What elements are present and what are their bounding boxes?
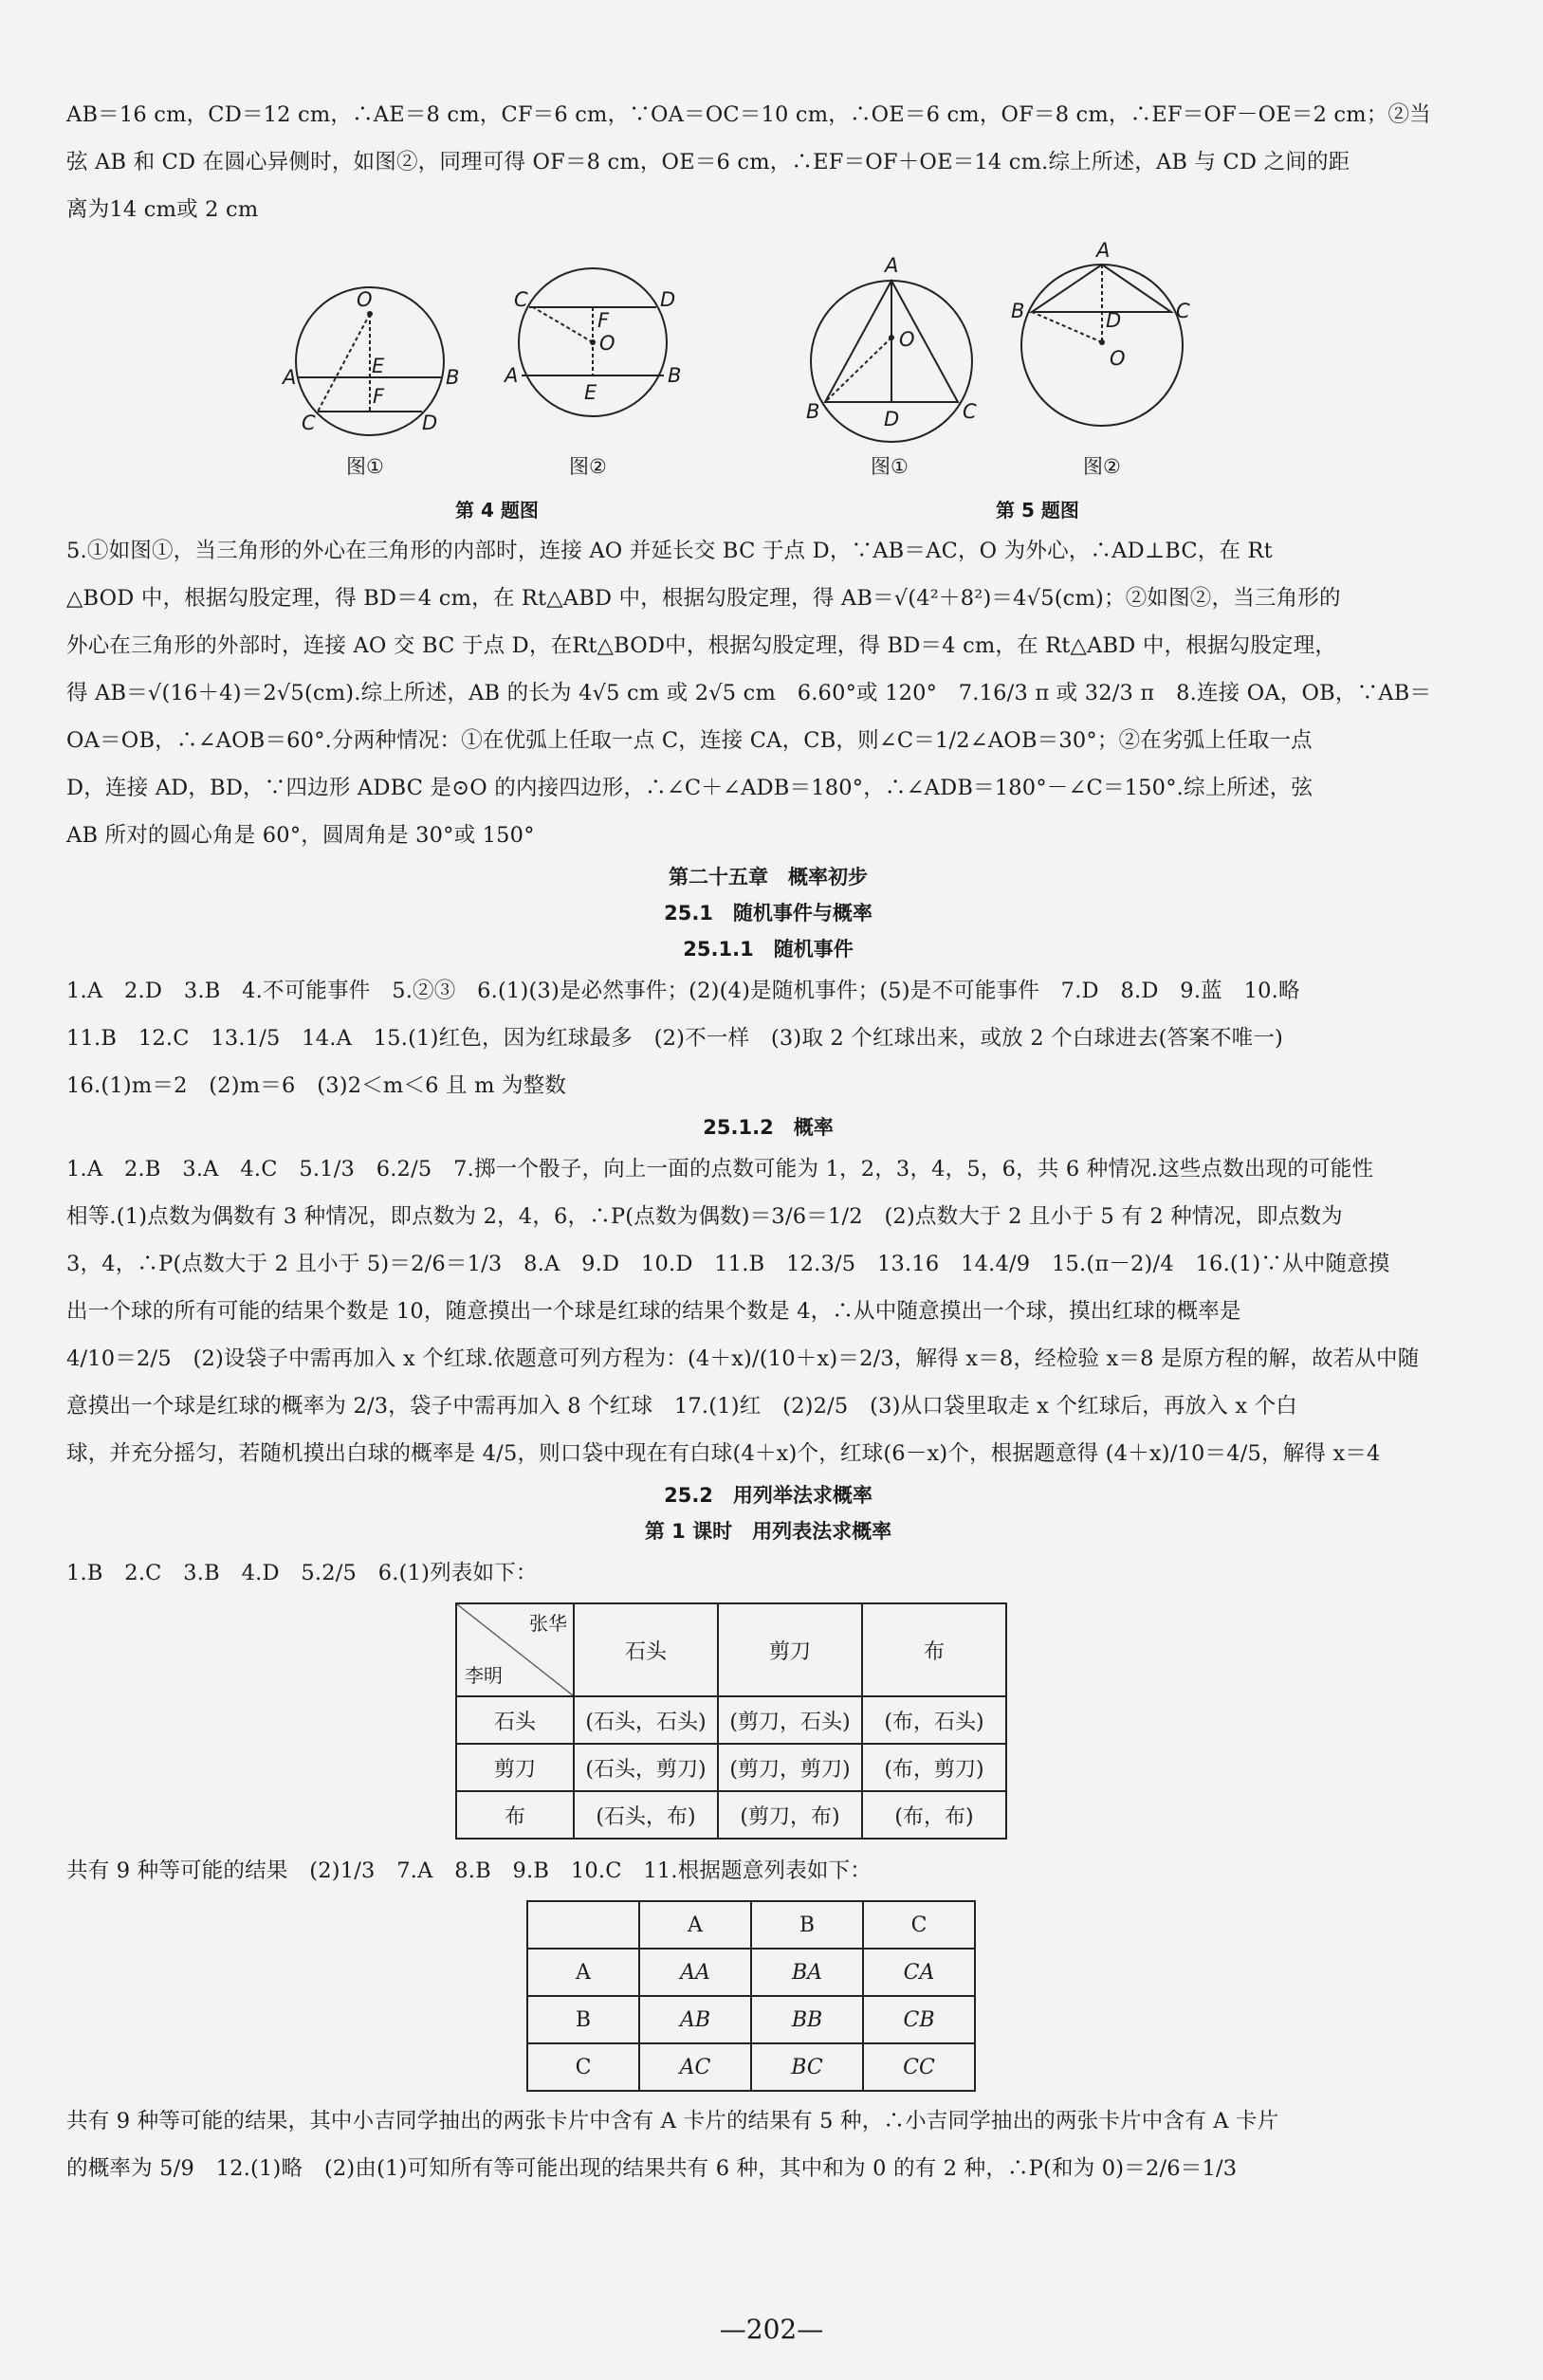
table-row	[527, 2043, 975, 2091]
text-line: 共有 9 种等可能的结果，其中小吉同学抽出的两张卡片中含有 A 卡片的结果有 5 种，∴小吉同学抽出的两张卡片中含有 A 卡片	[66, 2109, 1279, 2133]
figure-label: E	[372, 355, 385, 377]
column-player-label: 张华	[529, 1612, 567, 1635]
table-cell: BC	[751, 2043, 863, 2091]
figure-label: B	[446, 366, 460, 389]
text-line: OA＝OB，∴∠AOB＝60°.分两种情况：①在优弧上任取一点 C，连接 CA，CB，则∠C＝1/2∠AOB＝30°；②在劣弧上任取一点	[66, 728, 1313, 753]
section-heading: 25.1 随机事件与概率	[664, 902, 873, 925]
text-line: D，连接 AD，BD，∵四边形 ADBC 是⊙O 的内接四边形，∴∠C＋∠ADB＝180°，∴∠ADB＝180°－∠C＝150°.综上所述，弦	[66, 776, 1313, 800]
text-line: 11.B 12.C 13.1/5 14.A 15.(1)红色，因为红球最多 (2)不一样 (3)取 2 个红球出来，或放 2 个白球进去(答案不唯一)	[66, 1026, 1284, 1051]
figure-label: A	[885, 254, 899, 277]
figure-sublabel: 图②	[569, 455, 607, 478]
figure-label: D	[660, 288, 676, 311]
text-line: 的概率为 5/9 12.(1)略 (2)由(1)可知所有等可能出现的结果共有 6 种，其中和为 0 的有 2 种，∴P(和为 0)＝2/6＝1/3	[66, 2156, 1238, 2181]
lesson-heading: 第 1 课时 用列表法求概率	[644, 1520, 892, 1543]
table-cell: (剪刀，布)	[718, 1791, 862, 1839]
page-number: —202—	[719, 2314, 824, 2345]
figure-label: B	[806, 400, 820, 423]
table-cell: AB	[639, 1996, 751, 2043]
table-header-cell: 石头	[574, 1603, 718, 1696]
text-line: 得 AB＝√(16＋4)＝2√5(cm).综上所述，AB 的长为 4√5 cm 或 2√5 cm 6.60°或 120° 7.16/3 π 或 32/3 π 8.连接 OA，OB，∵AB＝	[66, 681, 1432, 705]
figure-label: O	[357, 288, 373, 311]
table-row	[456, 1696, 1006, 1744]
subsection-heading: 25.1.1 随机事件	[683, 938, 854, 961]
figure-sublabel: 图①	[346, 455, 384, 478]
geometry-figures	[66, 233, 1470, 527]
figure-label: O	[1110, 347, 1126, 370]
figure-label: D	[422, 412, 438, 434]
figure-sublabel: 图②	[1083, 455, 1121, 478]
table-row	[527, 1949, 975, 1996]
figure-label: C	[1176, 300, 1190, 322]
table-cell: CA	[863, 1949, 975, 1996]
table-row	[456, 1744, 1006, 1791]
text-line: AB 所对的圆心角是 60°，圆周角是 30°或 150°	[66, 823, 535, 848]
table-row-header: 石头	[456, 1696, 574, 1744]
table-corner-cell	[456, 1603, 574, 1696]
table-row	[527, 1901, 975, 1949]
figure-label: D	[1106, 309, 1122, 332]
table-header-cell: C	[863, 1901, 975, 1949]
text-line: 1.A 2.B 3.A 4.C 5.1/3 6.2/5 7.掷一个骰子，向上一面的点数可能为 1，2，3，4，5，6，共 6 种情况.这些点数出现的可能性	[66, 1157, 1374, 1181]
figure-caption: 第 4 题图	[455, 499, 539, 522]
answer-page	[66, 91, 1470, 2192]
table-row-header: 剪刀	[456, 1744, 574, 1791]
table-header-cell	[527, 1901, 639, 1949]
text-line: 外心在三角形的外部时，连接 AO 交 BC 于点 D，在Rt△BOD中，根据勾股定理，得 BD＝4 cm，在 Rt△ABD 中，根据勾股定理，	[66, 633, 1337, 658]
chapter-heading: 第二十五章 概率初步	[669, 866, 868, 888]
table-header-cell: 布	[862, 1603, 1006, 1696]
text-line: 相等.(1)点数为偶数有 3 种情况，即点数为 2，4，6，∴P(点数为偶数)＝3/6＝1/2 (2)点数大于 2 且小于 5 有 2 种情况，即点数为	[66, 1204, 1343, 1229]
figure-label: A	[283, 366, 297, 389]
figure-label: A	[505, 364, 519, 387]
table-row-header: C	[527, 2043, 639, 2091]
figure-sublabel: 图①	[871, 455, 909, 478]
table-header-cell: 剪刀	[718, 1603, 862, 1696]
figure-label: O	[599, 332, 615, 355]
table-cell: CC	[863, 2043, 975, 2091]
text-line: AB＝16 cm，CD＝12 cm，∴AE＝8 cm，CF＝6 cm，∵OA＝OC＝10 cm，∴OE＝6 cm，OF＝8 cm，∴EF＝OF－OE＝2 cm；②当	[66, 102, 1431, 127]
text-line: 1.B 2.C 3.B 4.D 5.2/5 6.(1)列表如下：	[66, 1561, 538, 1585]
text-line: △BOD 中，根据勾股定理，得 BD＝4 cm，在 Rt△ABD 中，根据勾股定理，得 AB＝√(4²＋8²)＝4√5(cm)；②如图②，当三角形的	[66, 586, 1341, 611]
figure-label: F	[373, 385, 385, 408]
figure-label: C	[963, 400, 977, 423]
figure-label: B	[668, 364, 682, 387]
table-header-cell: A	[639, 1901, 751, 1949]
figure-row	[66, 233, 1470, 527]
figure-caption: 第 5 题图	[996, 499, 1079, 522]
table-row-header: A	[527, 1949, 639, 1996]
table-row	[456, 1791, 1006, 1839]
text-line: 16.(1)m＝2 (2)m＝6 (3)2＜m＜6 且 m 为整数	[66, 1073, 567, 1098]
table-cell: (石头，剪刀)	[574, 1744, 718, 1791]
table-cell: (剪刀，剪刀)	[718, 1744, 862, 1791]
table-cell: (剪刀，石头)	[718, 1696, 862, 1744]
table-cell: AC	[639, 2043, 751, 2091]
text-line: 共有 9 种等可能的结果 (2)1/3 7.A 8.B 9.B 10.C 11.根据题意列表如下：	[66, 1858, 873, 1883]
text-line: 出一个球的所有可能的结果个数是 10，随意摸出一个球是红球的结果个数是 4，∴从中随意摸出一个球，摸出红球的概率是	[66, 1299, 1241, 1324]
table-cell: (石头，石头)	[574, 1696, 718, 1744]
text-line: 离为14 cm或 2 cm	[66, 197, 259, 222]
figure-label: E	[584, 381, 597, 404]
card-outcome-table	[526, 1900, 976, 2092]
figure-label: D	[884, 408, 900, 430]
text-line: 1.A 2.D 3.B 4.不可能事件 5.②③ 6.(1)(3)是必然事件；(2)(4)是随机事件；(5)是不可能事件 7.D 8.D 9.蓝 10.略	[66, 979, 1300, 1003]
figure-label: A	[1096, 239, 1111, 262]
section-heading: 25.2 用列举法求概率	[664, 1484, 873, 1507]
table-row-header: 布	[456, 1791, 574, 1839]
figure-label: B	[1011, 300, 1025, 322]
figure-label: F	[597, 309, 610, 332]
text-line: 意摸出一个球是红球的概率为 2/3，袋子中需再加入 8 个红球 17.(1)红 (2)2/5 (3)从口袋里取走 x 个红球后，再放入 x 个白	[66, 1394, 1297, 1419]
text-line: 4/10＝2/5 (2)设袋子中需再加入 x 个红球.依题意可列方程为：(4＋x)/(10＋x)＝2/3，解得 x＝8，经检验 x＝8 是原方程的解，故若从中随	[66, 1346, 1420, 1371]
table-row-header: B	[527, 1996, 639, 2043]
rps-outcome-table	[455, 1602, 1007, 1840]
table-header-cell: B	[751, 1901, 863, 1949]
table-cell: BB	[751, 1996, 863, 2043]
table-cell: (石头，布)	[574, 1791, 718, 1839]
table-cell: (布，剪刀)	[862, 1744, 1006, 1791]
text-line: 球，并充分摇匀，若随机摸出白球的概率是 4/5，则口袋中现在有白球(4＋x)个，红球(6－x)个，根据题意得 (4＋x)/10＝4/5，解得 x＝4	[66, 1441, 1381, 1466]
table-cell: CB	[863, 1996, 975, 2043]
table-cell: (布，布)	[862, 1791, 1006, 1839]
text-line: 5.①如图①，当三角形的外心在三角形的内部时，连接 AO 并延长交 BC 于点 D，∵AB＝AC，O 为外心，∴AD⊥BC，在 Rt	[66, 539, 1273, 563]
table-cell: BA	[751, 1949, 863, 1996]
subsection-heading: 25.1.2 概率	[703, 1116, 834, 1139]
figure-label: O	[899, 328, 915, 351]
figure-label: C	[302, 412, 316, 434]
table-cell: (布，石头)	[862, 1696, 1006, 1744]
row-player-label: 李明	[465, 1664, 503, 1687]
table-row	[527, 1996, 975, 2043]
figure-label: C	[514, 288, 528, 311]
text-line: 3，4，∴P(点数大于 2 且小于 5)＝2/6＝1/3 8.A 9.D 10.D 11.B 12.3/5 13.16 14.4/9 15.(π－2)/4 16.(1)∵从中随意摸	[66, 1252, 1390, 1276]
text-line: 弦 AB 和 CD 在圆心异侧时，如图②，同理可得 OF＝8 cm，OE＝6 cm，∴EF＝OF＋OE＝14 cm.综上所述，AB 与 CD 之间的距	[66, 150, 1350, 174]
table-cell: AA	[639, 1949, 751, 1996]
